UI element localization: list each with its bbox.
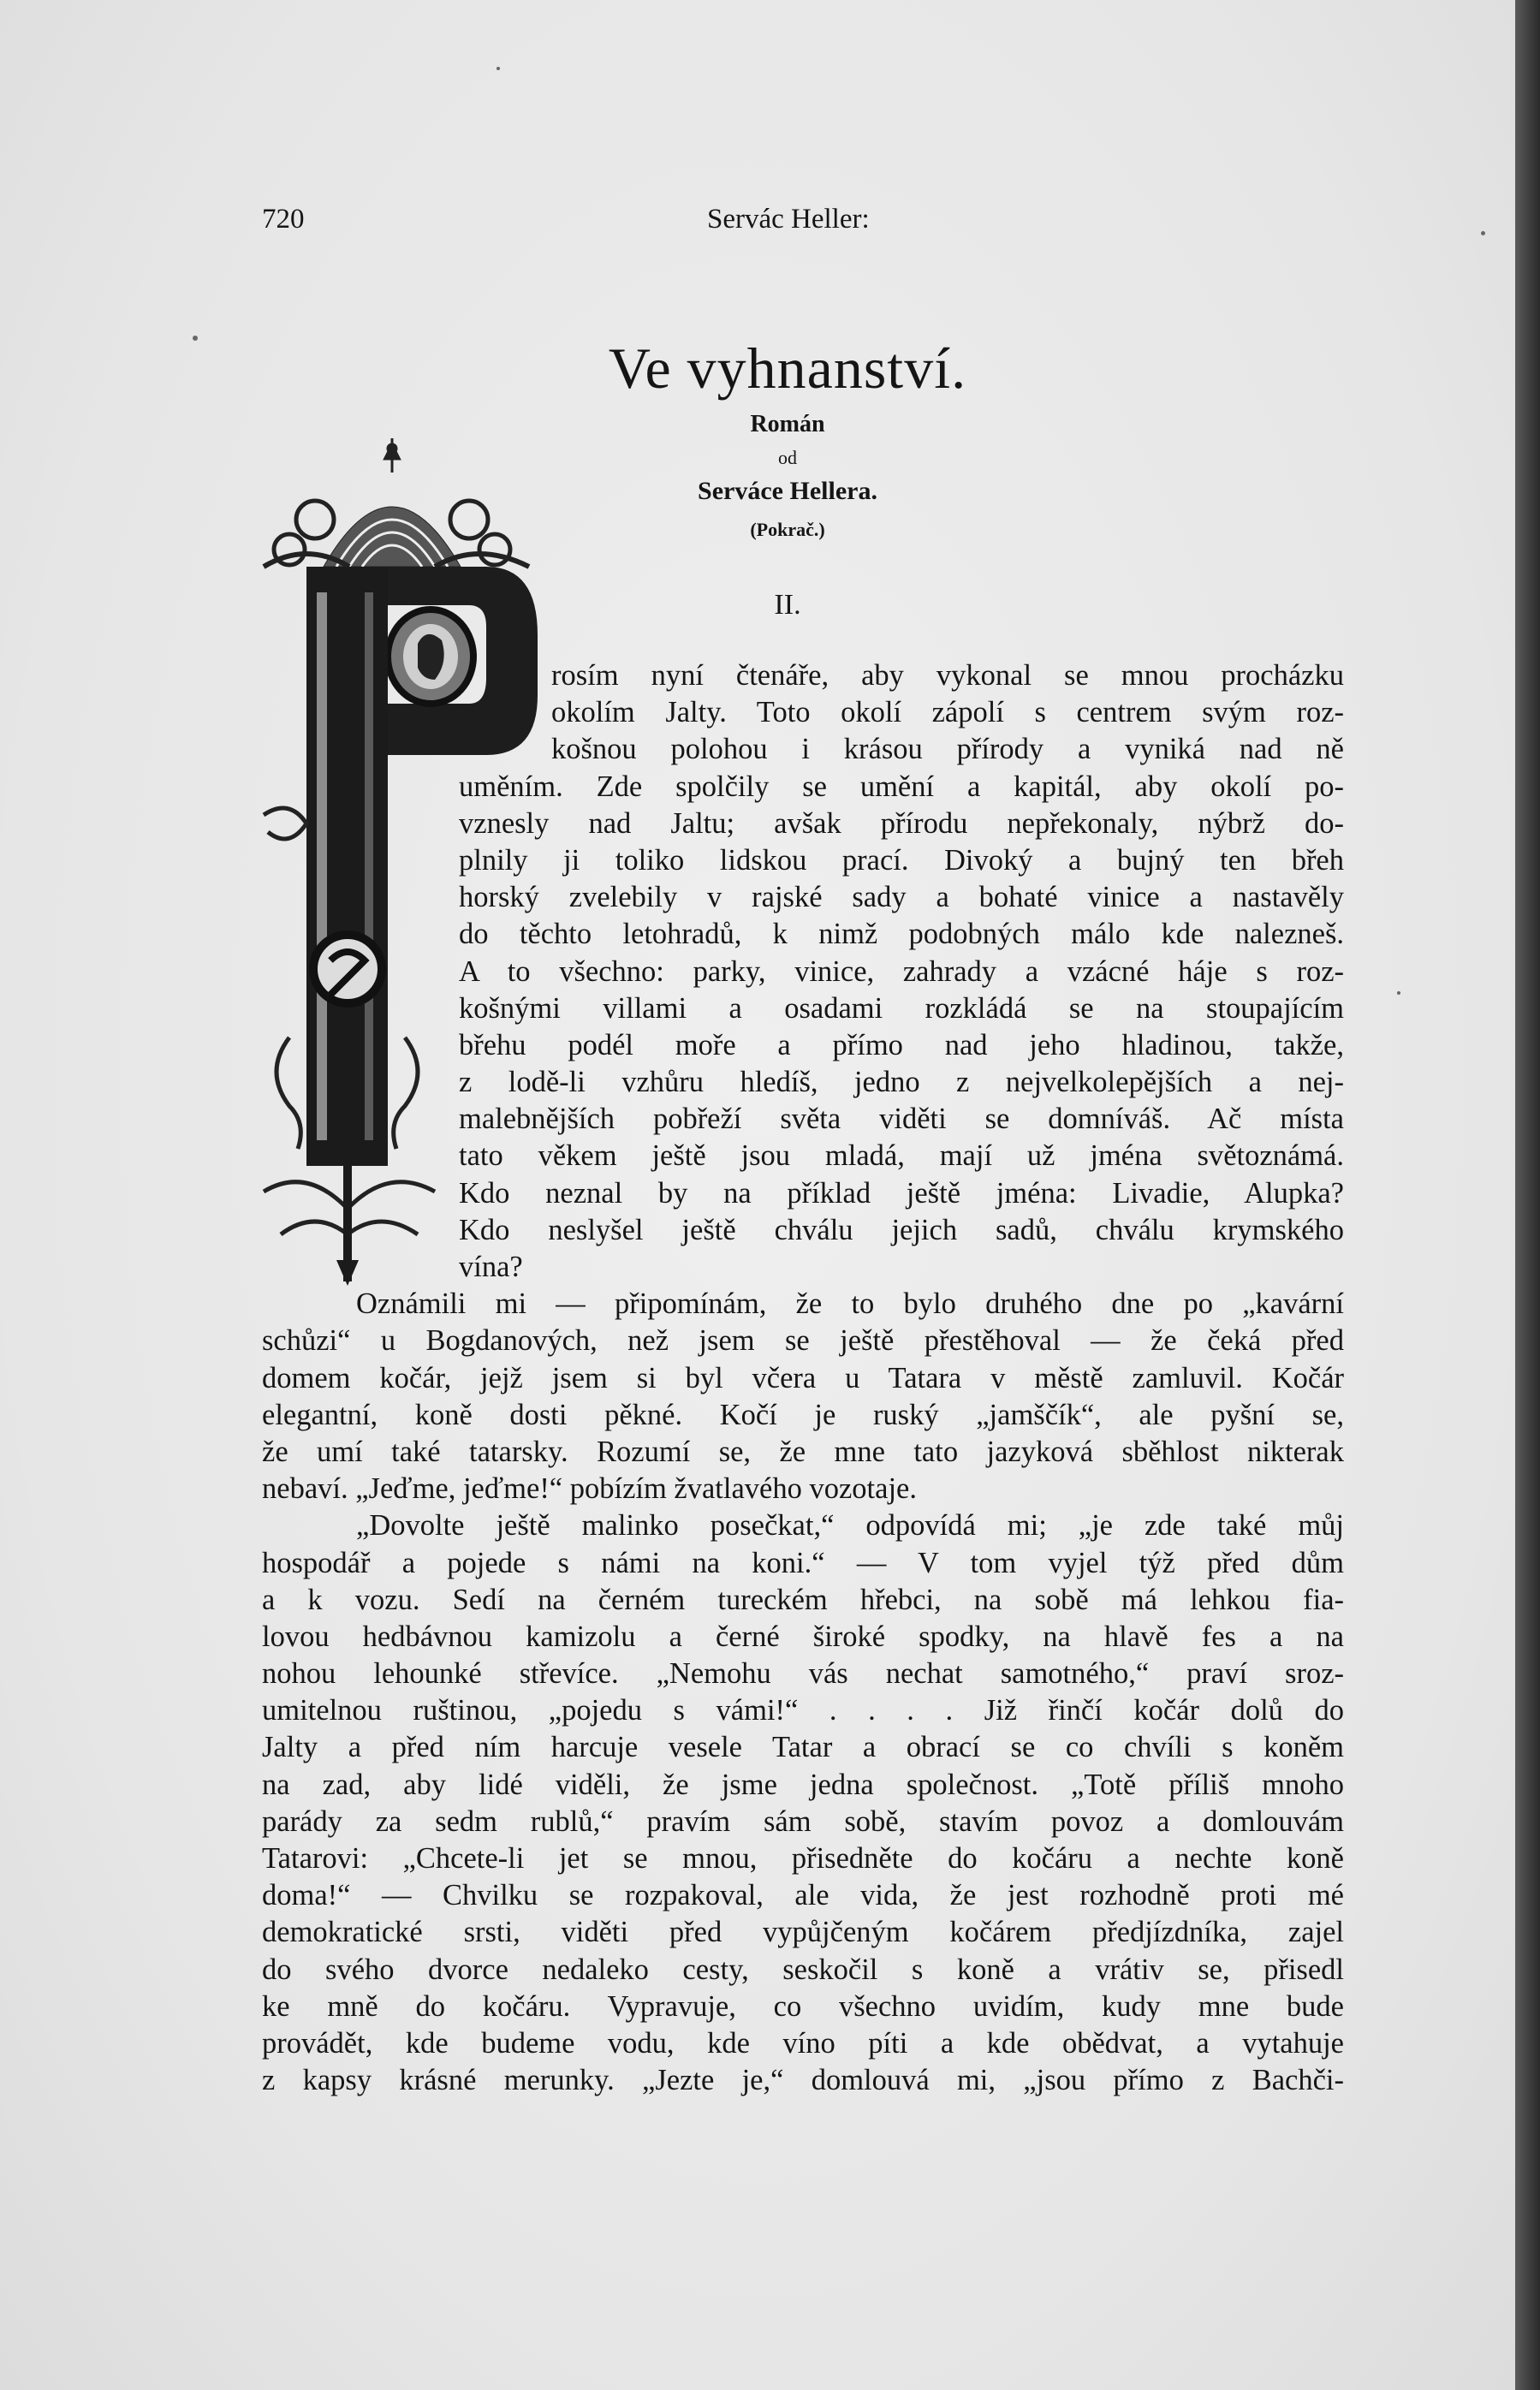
text-line: břehu podél moře a přímo nad jeho hladinou, takže, bbox=[459, 1028, 1344, 1061]
text-line: Jalty a před ním harcuje vesele Tatar a obrací se co chvíli s koněm bbox=[262, 1731, 1344, 1764]
text-line: doma!“ — Chvilku se rozpakoval, ale vida, že jest rozhodně proti mé bbox=[262, 1879, 1344, 1912]
text-line: „Dovolte ještě malinko posečkat,“ odpovídá mi; „je zde také můj bbox=[356, 1509, 1344, 1543]
text-line: hospodář a pojede s námi na koni.“ — V tom vyjel týž před dům bbox=[262, 1546, 1344, 1579]
text-line: uměním. Zde spolčily se umění a kapitál, aby okolí po- bbox=[459, 770, 1344, 803]
text-line: provádět, kde budeme vodu, kde víno píti a kde obědvat, a vytahuje bbox=[262, 2026, 1344, 2060]
scan-speck bbox=[496, 67, 500, 70]
text-line: že umí také tatarsky. Rozumí se, že mne tato jazyková sběhlost nikterak bbox=[262, 1435, 1344, 1468]
text-line: Tatarovi: „Chcete-li jet se mnou, přisedněte do kočáru a nechte koně bbox=[262, 1842, 1344, 1875]
chapter-heading: II. bbox=[774, 589, 801, 621]
text-line: nohou lehounké střevíce. „Nemohu vás nechat samotného,“ praví sroz- bbox=[262, 1657, 1344, 1691]
genre-label: Román bbox=[750, 411, 825, 437]
text-line: umitelnou ruštinou, „pojedu s vámi!“ . . . . Již řinčí kočár dolů do bbox=[262, 1694, 1344, 1727]
text-line: košnou polohou i krásou přírody a vyniká nad ně bbox=[551, 733, 1344, 766]
text-line: z lodě-li vzhůru hledíš, jedno z nejvelkolepějších a nej- bbox=[459, 1066, 1344, 1099]
byline-author: Serváce Hellera. bbox=[698, 477, 877, 505]
text-line: demokratické srsti, viděti před vypůjčeným kočárem předjízdníka, zajel bbox=[262, 1916, 1344, 1949]
text-line: ke mně do kočáru. Vypravuje, co všechno uvidím, kudy mne bude bbox=[262, 1989, 1344, 2023]
page-title: Ve vyhnanství. bbox=[608, 336, 967, 401]
text-line: schůzi“ u Bogdanových, než jsem se ještě přestěhoval — že čeká před bbox=[262, 1324, 1344, 1358]
text-line: Kdo neznal by na příklad ještě jména: Livadie, Alupka? bbox=[459, 1176, 1344, 1210]
body-text bbox=[262, 657, 1344, 2099]
running-head-author: Servác Heller: bbox=[707, 204, 870, 235]
text-line: lovou hedbávnou kamizolu a černé široké spodky, na hlavě fes a na bbox=[262, 1620, 1344, 1653]
scan-speck bbox=[193, 336, 198, 341]
title-block bbox=[514, 332, 1061, 550]
text-line: tato věkem ještě jsou mladá, mají už jména světoznámá. bbox=[459, 1139, 1344, 1173]
running-head bbox=[262, 204, 1332, 247]
text-line: z kapsy krásné merunky. „Jezte je,“ domlouvá mi, „jsou přímo z Bachči- bbox=[262, 2064, 1344, 2097]
text-line: okolím Jalty. Toto okolí zápolí s centrem svým roz- bbox=[551, 696, 1344, 729]
text-line: domem kočár, jejž jsem si byl včera u Tatara v městě zamluvil. Kočár bbox=[262, 1361, 1344, 1394]
scan-edge bbox=[1515, 0, 1540, 2390]
byline-od: od bbox=[778, 447, 797, 468]
text-line: Kdo neslyšel ještě chválu jejich sadů, chválu krymského bbox=[459, 1213, 1344, 1246]
text-line: Oznámili mi — připomínám, že to bylo druhého dne po „kavární bbox=[356, 1287, 1344, 1321]
text-line: elegantní, koně dosti pěkné. Kočí je ruský „jamščík“, ale pyšní se, bbox=[262, 1398, 1344, 1431]
text-line: nebaví. „Jeďme, jeďme!“ pobízím žvatlavého vozotaje. bbox=[262, 1472, 917, 1506]
text-line: vznesly nad Jaltu; avšak přírodu nepřekonaly, nýbrž do- bbox=[459, 806, 1344, 840]
text-line: plnily ji toliko lidskou prací. Divoký a bujný ten břeh bbox=[459, 843, 1344, 877]
text-line: rosím nyní čtenáře, aby vykonal se mnou procházku bbox=[551, 659, 1344, 692]
continued-note: (Pokrač.) bbox=[750, 519, 825, 540]
text-line: parády za sedm rublů,“ pravím sám sobě, stavím povoz a domlouvám bbox=[262, 1804, 1344, 1838]
text-line: a k vozu. Sedí na černém tureckém hřebci, na sobě má lehkou fia- bbox=[262, 1583, 1344, 1616]
text-line: do svého dvorce nedaleko cesty, seskočil s koně a vrátiv se, přisedl bbox=[262, 1953, 1344, 1986]
text-line: do těchto letohradů, k nimž podobných málo kde nalezneš. bbox=[459, 918, 1344, 951]
page-number: 720 bbox=[262, 204, 305, 235]
text-line: košnými villami a osadami rozkládá se na stoupajícím bbox=[459, 991, 1344, 1025]
text-line: na zad, aby lidé viděli, že jsme jedna společnost. „Totě příliš mnoho bbox=[262, 1768, 1344, 1801]
text-line: A to všechno: parky, vinice, zahrady a vzácné háje s roz- bbox=[459, 954, 1344, 988]
scan-speck bbox=[1397, 991, 1400, 995]
text-line: vína? bbox=[459, 1251, 523, 1283]
text-line: horský zvelebily v rajské sady a bohaté vinice a nastavěly bbox=[459, 881, 1344, 914]
scan-speck bbox=[1481, 231, 1485, 235]
text-line: malebnějších pobřeží světa viděti se domníváš. Ač místa bbox=[459, 1103, 1344, 1136]
